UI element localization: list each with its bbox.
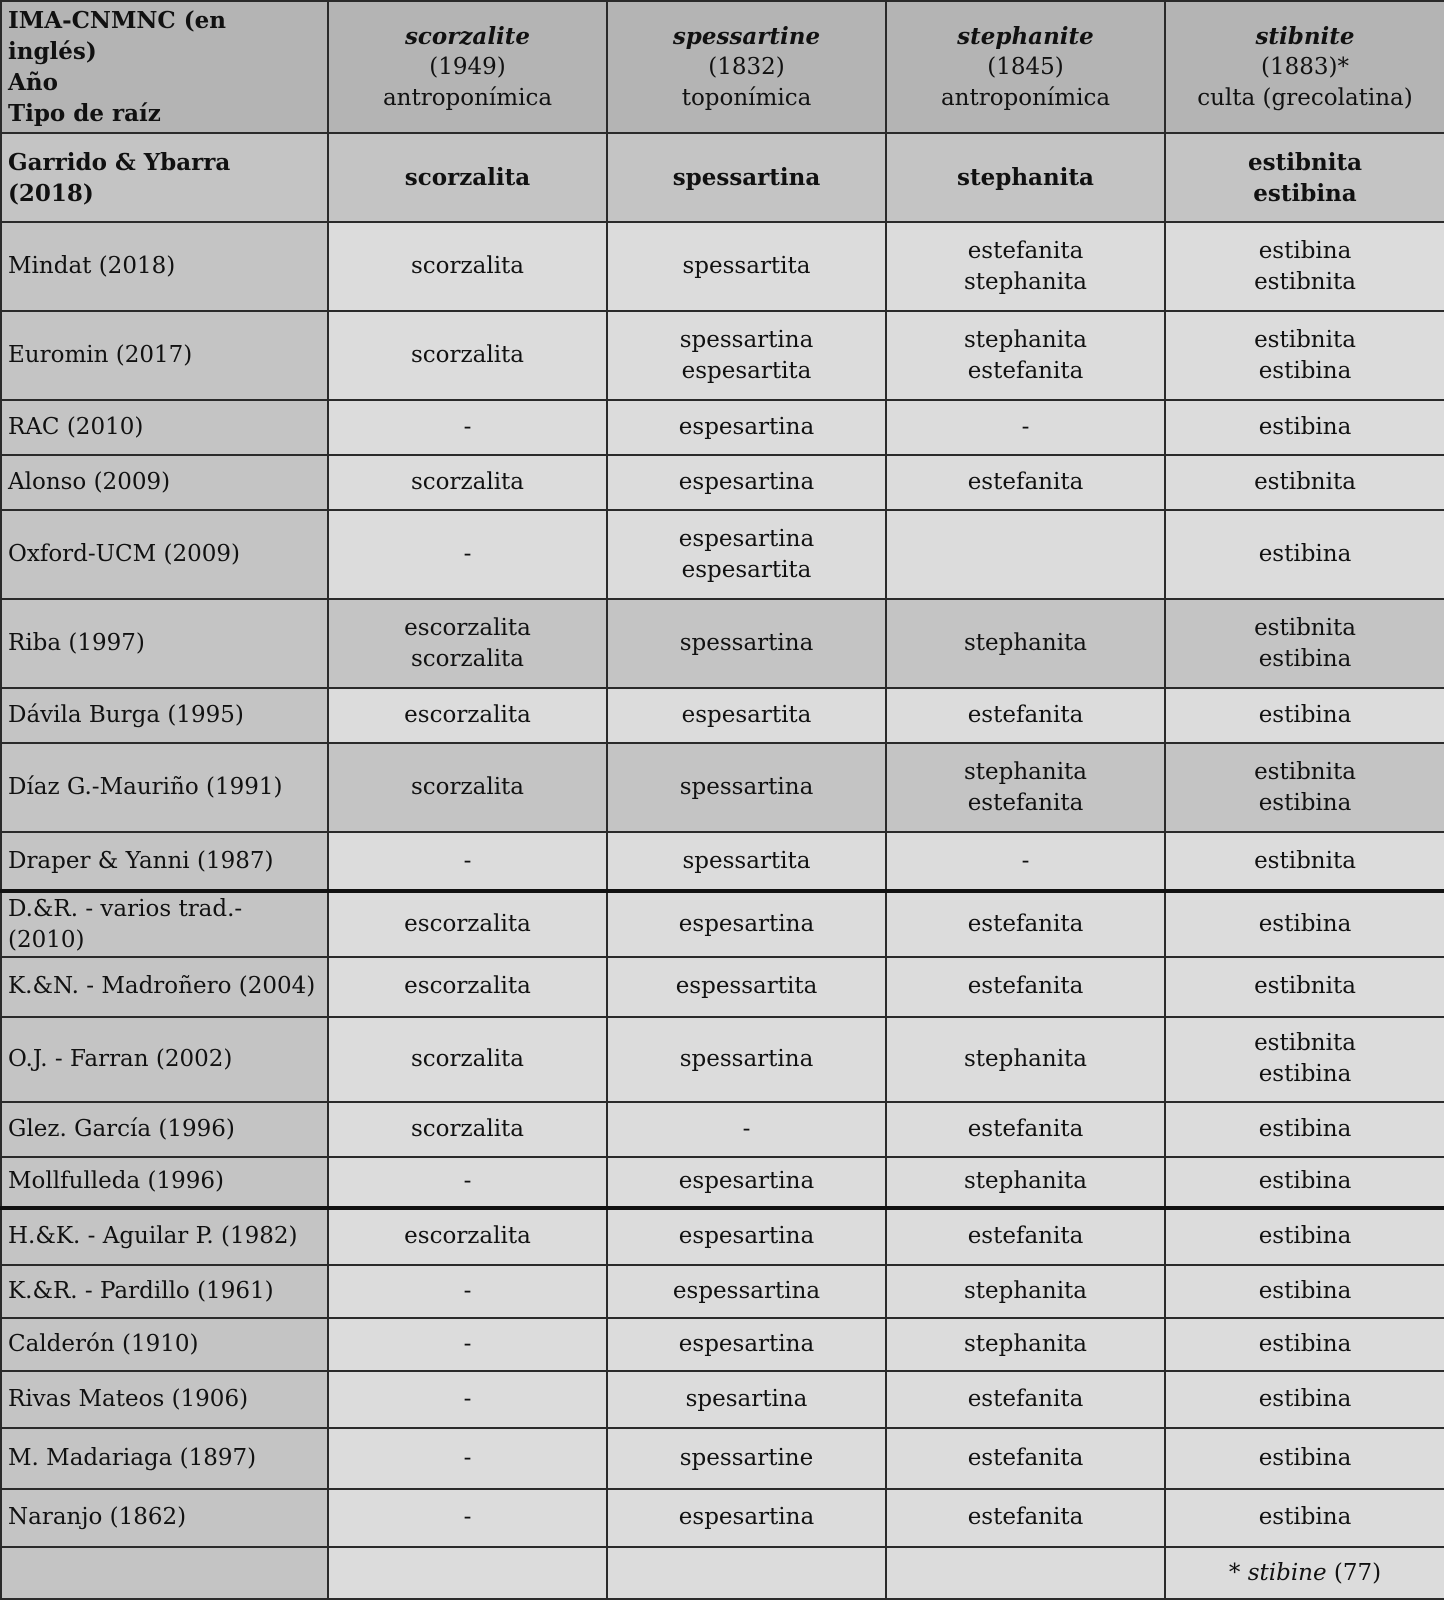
cell-value: -	[463, 1277, 472, 1304]
table-cell	[607, 743, 886, 832]
table-row	[1, 1265, 1444, 1318]
table-cell	[607, 222, 886, 311]
table-cell	[1165, 311, 1444, 400]
table-cell	[1165, 1489, 1444, 1547]
mineral-name: spessartine	[672, 22, 821, 50]
cell-value: spessartina	[679, 1045, 814, 1072]
table-cell	[1165, 1428, 1444, 1489]
table-cell	[328, 599, 607, 688]
table-cell	[1165, 1371, 1444, 1428]
cell-value: estibnita	[1254, 268, 1356, 295]
row-label: Garrido & Ybarra (2018)	[1, 133, 328, 222]
table-cell	[886, 1157, 1165, 1208]
table-cell	[607, 891, 886, 956]
table-cell	[886, 832, 1165, 891]
footnote-marker: *	[1228, 1559, 1241, 1586]
row-label: RAC (2010)	[1, 400, 328, 455]
table-cell	[886, 222, 1165, 311]
cell-value: estefanita	[967, 469, 1084, 496]
cell-value: -	[1021, 414, 1030, 441]
table-cell	[886, 1428, 1165, 1489]
cell-value: estibina	[1258, 702, 1352, 729]
row-label: M. Madariaga (1897)	[1, 1428, 328, 1489]
cell-value: scorzalita	[410, 253, 525, 280]
cell-value: estefanita	[967, 973, 1084, 1000]
cell-value: escorzalita	[404, 614, 531, 641]
cell-value: stephanita	[963, 1168, 1088, 1195]
cell-value: espesartina	[678, 1330, 815, 1357]
table-cell	[886, 510, 1165, 599]
table-cell	[1165, 891, 1444, 956]
table-cell	[886, 599, 1165, 688]
row-label: Draper & Yanni (1987)	[1, 832, 328, 891]
table-cell	[1165, 832, 1444, 891]
cell-value: stephanita	[963, 758, 1088, 785]
mineral-root-type: antroponímica	[382, 84, 553, 111]
table-cell	[328, 311, 607, 400]
cell-value: estefanita	[967, 702, 1084, 729]
table-cell	[886, 1265, 1165, 1318]
table-cell	[328, 1489, 607, 1547]
cell-value: -	[463, 1504, 472, 1531]
cell-value: -	[463, 1330, 472, 1357]
cell-value: espesartina	[678, 1223, 815, 1250]
cell-value: espesartita	[681, 357, 812, 384]
table-cell	[328, 743, 607, 832]
cell-value: estibina	[1253, 179, 1357, 207]
table-cell	[328, 222, 607, 311]
empty-cell	[607, 1547, 886, 1599]
cell-value: -	[463, 1444, 472, 1471]
row-label: O.J. - Farran (2002)	[1, 1017, 328, 1102]
mineral-name: stephanite	[957, 22, 1094, 50]
table-cell	[328, 1157, 607, 1208]
cell-value: stephanita	[963, 326, 1088, 353]
table-row	[1, 1102, 1444, 1157]
table-cell	[1165, 1157, 1444, 1208]
table-cell	[886, 743, 1165, 832]
cell-value: spessartina	[679, 630, 814, 657]
table-cell	[886, 133, 1165, 222]
cell-value: estibina	[1258, 1168, 1352, 1195]
cell-value: estefanita	[967, 357, 1084, 384]
table-row	[1, 599, 1444, 688]
cell-value: stephanita	[963, 630, 1088, 657]
header-label-cell	[1, 1, 328, 133]
cell-value: estefanita	[967, 1444, 1084, 1471]
mineral-root-type: culta (grecolatina)	[1197, 84, 1413, 111]
cell-value: estibina	[1258, 237, 1352, 264]
table-cell	[1165, 455, 1444, 510]
table-cell	[328, 1371, 607, 1428]
table-cell	[607, 400, 886, 455]
cell-value: espesartita	[681, 702, 812, 729]
table-cell	[607, 1102, 886, 1157]
cell-value: estibina	[1258, 789, 1352, 816]
footnote-ref: (77)	[1333, 1559, 1382, 1586]
cell-value: espesartina	[678, 414, 815, 441]
cell-value: -	[742, 1115, 751, 1142]
header-row	[1, 1, 1444, 133]
table-cell	[328, 1208, 607, 1265]
table-cell	[607, 133, 886, 222]
cell-value: scorzalita	[410, 1045, 525, 1072]
cell-value: espesartina	[678, 911, 815, 937]
table-cell	[1165, 510, 1444, 599]
cell-value: stephanita	[963, 1330, 1088, 1357]
table-cell	[886, 1318, 1165, 1371]
table-cell	[886, 688, 1165, 743]
cell-value: estibina	[1258, 1061, 1352, 1088]
row-label: Mindat (2018)	[1, 222, 328, 311]
row-label: Oxford-UCM (2009)	[1, 510, 328, 599]
table-cell	[1165, 957, 1444, 1017]
table-cell	[607, 1371, 886, 1428]
cell-value: scorzalita	[410, 1115, 525, 1142]
header-column-spessartine	[607, 1, 886, 133]
mineral-year: (1832)	[708, 53, 785, 80]
table-row	[1, 510, 1444, 599]
table-row	[1, 1489, 1444, 1547]
table-cell	[607, 455, 886, 510]
cell-value: estefanita	[967, 237, 1084, 264]
header-column-stibnite	[1165, 1, 1444, 133]
table-cell	[328, 1318, 607, 1371]
row-label: Glez. García (1996)	[1, 1102, 328, 1157]
table-cell	[607, 1157, 886, 1208]
cell-value: scorzalita	[404, 164, 531, 192]
cell-value: estibnita	[1254, 847, 1356, 874]
table-cell	[607, 1318, 886, 1371]
table-cell	[886, 1371, 1165, 1428]
cell-value: scorzalita	[410, 469, 525, 496]
cell-value: estefanita	[967, 1223, 1084, 1250]
empty-cell	[1, 1547, 328, 1599]
table-cell	[607, 599, 886, 688]
table-cell	[1165, 1265, 1444, 1318]
cell-value: spessartina	[679, 326, 814, 353]
table-cell	[607, 1265, 886, 1318]
cell-value: estibina	[1258, 1385, 1352, 1412]
cell-value: estibnita	[1254, 469, 1356, 496]
cell-value: estibina	[1258, 1330, 1352, 1357]
row-label: Naranjo (1862)	[1, 1489, 328, 1547]
table-cell	[1165, 1208, 1444, 1265]
table-cell	[328, 1265, 607, 1318]
cell-value: estefanita	[967, 1385, 1084, 1412]
table-cell	[328, 455, 607, 510]
table-row	[1, 311, 1444, 400]
table-cell	[328, 688, 607, 743]
mineral-root-type: antroponímica	[940, 84, 1111, 111]
cell-value: espesartina	[678, 1168, 815, 1195]
row-label: Díaz G.-Mauriño (1991)	[1, 743, 328, 832]
cell-value: escorzalita	[404, 1223, 531, 1250]
row-label: D.&R. - varios trad.- (2010)	[1, 891, 328, 956]
mineral-year: (1845)	[987, 53, 1064, 80]
table-row	[1, 400, 1444, 455]
table-row	[1, 222, 1444, 311]
cell-value: spesartina	[685, 1385, 808, 1412]
cell-value: estibina	[1258, 414, 1352, 441]
table-cell	[1165, 1102, 1444, 1157]
reference-row	[1, 133, 1444, 222]
table-cell	[1165, 1318, 1444, 1371]
footnote	[1165, 1547, 1444, 1599]
cell-value: estibina	[1258, 1444, 1352, 1471]
table-cell	[607, 510, 886, 599]
table-cell	[886, 311, 1165, 400]
row-label: K.&R. - Pardillo (1961)	[1, 1265, 328, 1318]
table-row	[1, 1371, 1444, 1428]
table-row	[1, 1318, 1444, 1371]
table-row	[1, 743, 1444, 832]
mineral-root-type: toponímica	[681, 84, 812, 111]
row-label: Riba (1997)	[1, 599, 328, 688]
cell-value: estibnita	[1254, 614, 1356, 641]
table-row	[1, 688, 1444, 743]
cell-value: escorzalita	[404, 702, 531, 729]
row-label: Dávila Burga (1995)	[1, 688, 328, 743]
cell-value: estibnita	[1254, 973, 1356, 1000]
empty-cell	[328, 1547, 607, 1599]
cell-value: espesartita	[681, 556, 812, 583]
cell-value: stephanita	[963, 268, 1088, 295]
table-cell	[886, 1102, 1165, 1157]
table-cell	[607, 957, 886, 1017]
mineral-name: scorzalite	[404, 22, 531, 50]
table-row	[1, 1208, 1444, 1265]
cell-value: estibina	[1258, 1504, 1352, 1531]
row-label: Rivas Mateos (1906)	[1, 1371, 328, 1428]
cell-value: stephanita	[957, 164, 1094, 192]
cell-value: -	[463, 1385, 472, 1412]
table-row	[1, 957, 1444, 1017]
footnote-word: stibine	[1247, 1559, 1327, 1586]
footnote-row	[1, 1547, 1444, 1599]
table-cell	[1165, 688, 1444, 743]
table-row	[1, 891, 1444, 956]
mineral-name: stibnite	[1255, 22, 1355, 50]
header-label-line: Tipo de raíz	[8, 100, 161, 128]
cell-value: -	[463, 1168, 472, 1195]
cell-value: scorzalita	[410, 645, 525, 672]
cell-value: spessartita	[682, 253, 811, 280]
row-label: H.&K. - Aguilar P. (1982)	[1, 1208, 328, 1265]
table-cell	[607, 1489, 886, 1547]
cell-value: estefanita	[967, 1115, 1084, 1142]
table-cell	[886, 1208, 1165, 1265]
cell-value: stephanita	[963, 1277, 1088, 1304]
row-label: Alonso (2009)	[1, 455, 328, 510]
cell-value: estibina	[1258, 357, 1352, 384]
table-cell	[607, 832, 886, 891]
table-row	[1, 455, 1444, 510]
mineral-year: (1883)*	[1261, 53, 1349, 80]
header-column-stephanite	[886, 1, 1165, 133]
table-cell	[1165, 743, 1444, 832]
header-label-line: Año	[8, 69, 58, 97]
cell-value: estibina	[1258, 1223, 1352, 1250]
table-cell	[607, 1208, 886, 1265]
cell-value: espessartita	[675, 973, 818, 1000]
table-cell	[886, 400, 1165, 455]
table-cell	[607, 311, 886, 400]
cell-value: estefanita	[967, 789, 1084, 816]
table-cell	[1165, 400, 1444, 455]
mineral-year: (1949)	[429, 53, 506, 80]
cell-value: spessartita	[682, 847, 811, 874]
cell-value: estibina	[1258, 645, 1352, 672]
table-cell	[328, 510, 607, 599]
table-cell	[607, 688, 886, 743]
row-label: Euromin (2017)	[1, 311, 328, 400]
table-cell	[328, 891, 607, 956]
table-cell	[328, 400, 607, 455]
table-row	[1, 832, 1444, 891]
cell-value: scorzalita	[410, 342, 525, 369]
cell-value: estibnita	[1247, 148, 1362, 176]
table-cell	[1165, 1017, 1444, 1102]
cell-value: espessartina	[672, 1277, 821, 1304]
row-label: Calderón (1910)	[1, 1318, 328, 1371]
table-cell	[328, 1428, 607, 1489]
table-cell	[886, 1489, 1165, 1547]
cell-value: -	[1021, 847, 1030, 874]
table-cell	[328, 1102, 607, 1157]
header-label-line: IMA-CNMNC (en inglés)	[8, 7, 226, 66]
cell-value: -	[463, 541, 472, 568]
cell-value: estibina	[1258, 1277, 1352, 1304]
header-column-scorzalite	[328, 1, 607, 133]
cell-value: -	[463, 847, 472, 874]
cell-value: estibina	[1258, 1115, 1352, 1142]
table-cell	[1165, 599, 1444, 688]
cell-value: estibnita	[1254, 758, 1356, 785]
row-label: K.&N. - Madroñero (2004)	[1, 957, 328, 1017]
table-row	[1, 1428, 1444, 1489]
table-cell	[1165, 133, 1444, 222]
cell-value: estibina	[1258, 911, 1352, 937]
table-cell	[328, 832, 607, 891]
table-cell	[886, 891, 1165, 956]
table-cell	[607, 1428, 886, 1489]
table-cell	[328, 1017, 607, 1102]
cell-value: stephanita	[963, 1045, 1088, 1072]
table-row	[1, 1157, 1444, 1208]
row-label: Mollfulleda (1996)	[1, 1157, 328, 1208]
table-cell	[886, 957, 1165, 1017]
cell-value: -	[463, 414, 472, 441]
cell-value: estefanita	[967, 911, 1084, 937]
cell-value: estibina	[1258, 541, 1352, 568]
table-cell	[607, 1017, 886, 1102]
cell-value: spessartina	[679, 774, 814, 801]
cell-value: spessartina	[672, 164, 821, 192]
cell-value: spessartine	[679, 1444, 814, 1471]
table-cell	[1165, 222, 1444, 311]
cell-value: escorzalita	[404, 911, 531, 937]
table-cell	[328, 133, 607, 222]
cell-value: estibnita	[1254, 1030, 1356, 1057]
cell-value: espesartina	[678, 525, 815, 552]
cell-value: escorzalita	[404, 973, 531, 1000]
cell-value: espesartina	[678, 469, 815, 496]
table-row	[1, 1017, 1444, 1102]
cell-value: estefanita	[967, 1504, 1084, 1531]
table-cell	[328, 957, 607, 1017]
cell-value: espesartina	[678, 1504, 815, 1531]
table-cell	[886, 455, 1165, 510]
cell-value: estibnita	[1254, 326, 1356, 353]
table-cell	[886, 1017, 1165, 1102]
cell-value: scorzalita	[410, 774, 525, 801]
empty-cell	[886, 1547, 1165, 1599]
